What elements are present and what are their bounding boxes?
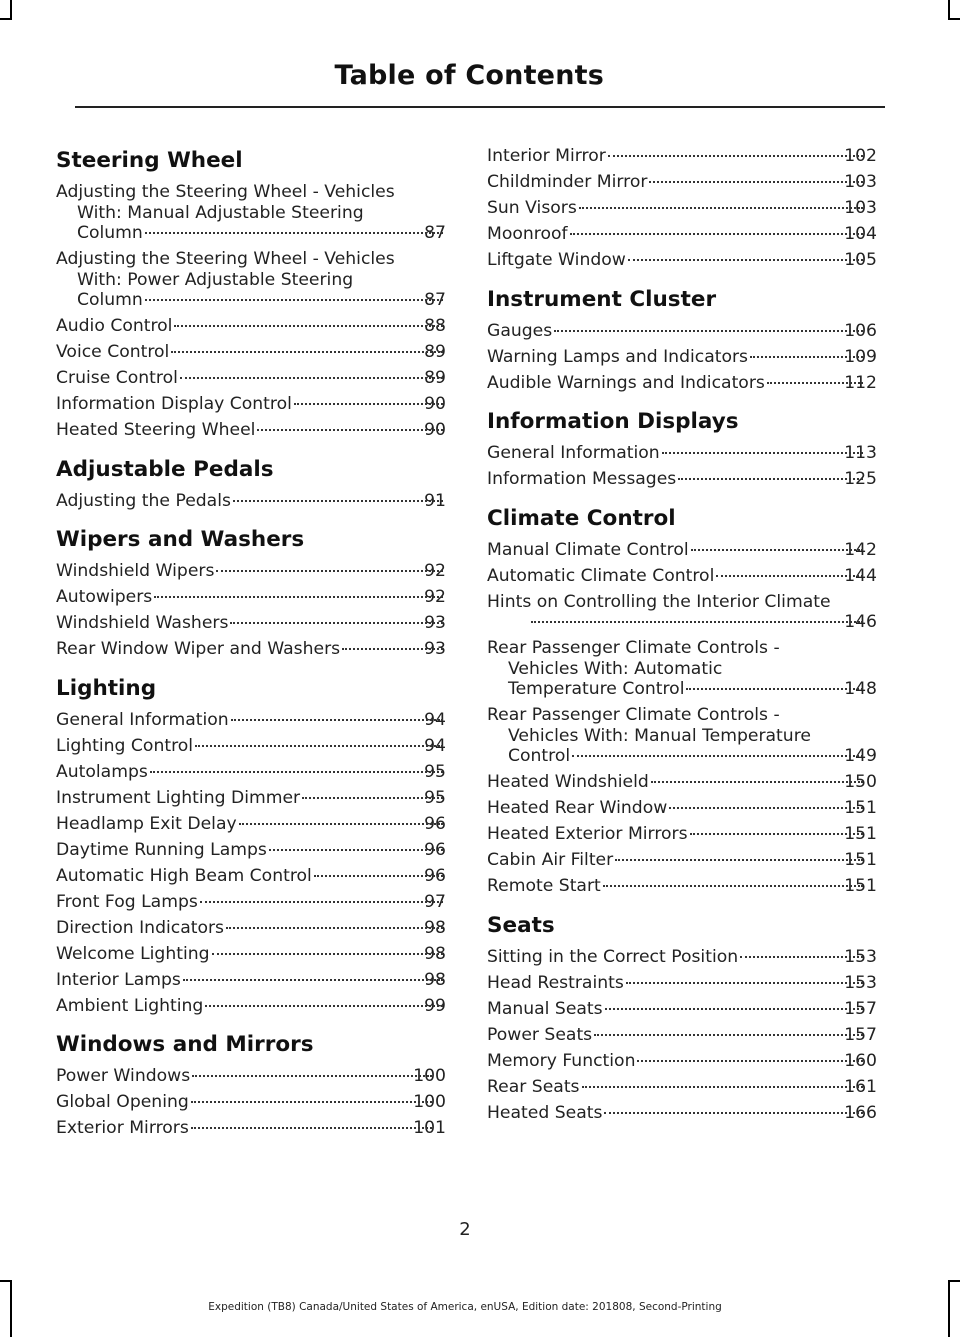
toc-entry[interactable] [487,469,877,490]
entry-page-number: 97 [424,891,446,912]
entry-title-line: Sun Visors [487,198,577,218]
entry-title-line: Moonroof [487,224,568,244]
entry-page-number: 91 [424,490,446,511]
toc-entry[interactable] [487,876,877,897]
entry-page-number: 94 [424,709,446,730]
toc-entry[interactable] [56,342,446,363]
toc-section [487,504,877,897]
entry-title-line: Vehicles With: Automatic [508,658,723,679]
entry-page-number: 125 [844,469,877,489]
toc-left-column [56,146,446,1144]
entry-page-number: 92 [424,561,446,581]
entry-page-number: 95 [424,761,446,782]
entry-title-line: Direction Indicators [56,917,225,938]
entry-title-line: Cruise Control [56,368,178,388]
dot-leader [205,1005,443,1007]
entry-page-number: 166 [844,1102,877,1123]
toc-entry[interactable] [56,249,446,311]
dot-leader [750,356,863,358]
dot-leader [605,1008,864,1010]
toc-entry[interactable] [487,224,877,245]
toc-entry[interactable] [487,146,877,167]
dot-leader [145,232,443,234]
toc-entry[interactable] [487,172,877,193]
entry-page-number: 90 [424,394,446,414]
dot-leader [615,859,863,861]
entry-title-line: Warning Lamps and Indicators [487,346,749,367]
dot-leader [678,478,863,480]
crop-mark [0,18,12,20]
dot-leader [649,181,863,183]
section-heading: Adjustable Pedals [56,456,274,482]
entry-page-number: 113 [844,443,877,463]
entry-title-line: Interior Lamps [56,969,181,990]
toc-entry[interactable] [487,705,877,767]
entry-page-number: 151 [844,850,877,870]
dot-leader [690,833,864,835]
entry-title-line: Global Opening [56,1092,189,1112]
toc-section [56,674,446,1017]
dot-leader [269,849,443,851]
dot-leader [257,429,443,431]
entry-title-line: Audio Control [56,316,173,336]
dot-leader [192,1075,432,1077]
toc-entry[interactable] [487,540,877,561]
dot-leader [174,325,443,327]
dot-leader [767,382,863,384]
toc-section [487,911,877,1124]
toc-entry[interactable] [487,198,877,219]
toc-entry[interactable] [487,798,877,819]
entry-title-line: Rear Passenger Climate Controls - [487,705,780,725]
entry-title-line: Control [508,746,571,766]
entry-title-line: Sitting in the Correct Position [487,946,739,967]
toc-entry[interactable] [56,491,446,512]
dot-leader [200,901,443,903]
entry-page-number: 96 [424,813,446,834]
entry-title-line: Manual Climate Control [487,539,689,560]
toc-section [56,455,446,512]
entry-page-number: 153 [844,946,877,967]
entry-page-number: 151 [844,824,877,844]
entry-page-number: 98 [424,969,446,990]
toc-entry[interactable] [487,566,877,587]
toc-entry[interactable] [56,587,446,608]
entry-page-number: 98 [424,943,446,964]
entry-title-line: Gauges [487,320,553,341]
entry-title-line: Heated Rear Window [487,798,668,818]
entry-page-number: 96 [424,839,446,860]
section-heading: Steering Wheel [56,148,243,173]
dot-leader [294,403,443,405]
entry-page-number: 157 [844,998,877,1019]
footer-text: Expedition (TB8) Canada/United States of America, enUSA, Edition date: 201808, Second-Printing [208,1301,722,1313]
toc-entry[interactable] [56,814,446,835]
toc-section [56,1030,446,1139]
dot-leader [212,953,444,955]
toc-entry[interactable] [56,892,446,913]
entry-page-number: 99 [424,995,446,1016]
toc-entry[interactable] [487,973,877,994]
toc-entry[interactable] [487,1077,877,1098]
toc-entry[interactable] [487,347,877,368]
toc-section [56,525,446,660]
dot-leader [191,1127,432,1129]
dot-leader [180,377,443,379]
crop-mark [948,1280,960,1282]
entry-title-line: Front Fog Lamps [56,891,198,912]
dot-leader [570,233,864,235]
toc-entry[interactable] [487,1103,877,1124]
dot-leader [226,927,443,929]
dot-leader [626,982,863,984]
entry-title-line: Power Seats [487,1024,593,1045]
entry-page-number: 88 [424,316,446,336]
entry-title-line: Rear Passenger Climate Controls - [487,638,780,658]
entry-title-line: Head Restraints [487,972,624,993]
entry-title-line: Temperature Control [508,679,685,699]
entry-title-line: With: Power Adjustable Steering [77,269,354,290]
entry-page-number: 160 [844,1050,877,1071]
toc-entry[interactable] [487,373,877,394]
dot-leader [183,979,443,981]
entry-page-number: 151 [844,876,877,896]
entry-page-number: 104 [844,224,877,244]
entry-page-number: 93 [424,613,446,633]
toc-entry[interactable] [56,970,446,991]
toc-entry[interactable] [487,592,877,633]
dot-leader [554,330,863,332]
toc-entry[interactable] [56,944,446,965]
entry-title-line: Column [77,290,143,310]
toc-entry[interactable] [487,947,877,968]
toc-entry[interactable] [487,772,877,793]
entry-title-line: Adjusting the Steering Wheel - Vehicles [56,249,395,269]
entry-title-line: Cabin Air Filter [487,850,614,870]
dot-leader [195,745,443,747]
entry-title-line: General Information [56,709,229,730]
toc-entry[interactable] [56,394,446,415]
entry-title-line: Rear Seats [487,1076,580,1097]
entry-page-number: 89 [424,368,446,388]
dot-leader [651,781,863,783]
crop-mark [948,0,950,20]
entry-title-line: Childminder Mirror [487,172,648,192]
dot-leader [579,207,863,209]
toc-entry[interactable] [56,316,446,337]
toc-entry[interactable] [56,182,446,244]
entry-title-line: Hints on Controlling the Interior Climate [487,591,831,612]
entry-title-line: Daytime Running Lamps [56,839,267,860]
entry-title-line: Manual Seats [487,998,603,1019]
dot-leader [594,1034,863,1036]
dot-leader [740,956,863,958]
entry-page-number: 87 [424,290,446,310]
entry-page-number: 148 [844,679,877,699]
section-heading: Information Displays [487,409,739,434]
entry-title-line: Heated Windshield [487,772,649,792]
toc-entry[interactable] [487,638,877,700]
dot-leader [604,1112,863,1114]
dot-leader [150,771,443,773]
entry-title-line: Audible Warnings and Indicators [487,372,765,393]
entry-title-line: Voice Control [56,342,170,362]
section-heading: Climate Control [487,505,676,531]
dot-leader [216,570,443,572]
entry-page-number: 150 [844,772,877,792]
dot-leader [608,155,863,157]
page-number: 2 [459,1219,471,1240]
header-rule [75,106,885,108]
entry-page-number: 96 [424,865,446,886]
entry-title-line: Windshield Washers [56,613,229,633]
entry-title-line: Autolamps [56,761,148,782]
entry-title-line: Heated Exterior Mirrors [487,824,688,844]
entry-title-line: Lighting Control [56,735,194,756]
toc-entry[interactable] [487,250,877,271]
entry-page-number: 87 [424,223,446,243]
entry-page-number: 106 [844,320,877,341]
toc-section [487,146,877,271]
toc-entry[interactable] [487,999,877,1020]
crop-mark [10,0,12,20]
entry-page-number: 144 [844,565,877,586]
toc-section [56,146,446,441]
toc-entry[interactable] [56,1066,446,1087]
entry-page-number: 90 [424,420,446,440]
entry-title-line: Power Windows [56,1066,191,1086]
toc-entry[interactable] [56,561,446,582]
entry-title-line: Adjusting the Steering Wheel - Vehicles [56,182,395,202]
entry-page-number: 95 [424,787,446,808]
entry-title-line: Memory Function [487,1050,636,1071]
section-heading: Wipers and Washers [56,527,305,552]
crop-mark [0,1280,12,1282]
toc-entry[interactable] [56,762,446,783]
toc-entry[interactable] [56,996,446,1017]
section-heading: Instrument Cluster [487,286,717,312]
entry-page-number: 103 [844,198,877,218]
toc-entry[interactable] [487,321,877,342]
entry-title-line: Vehicles With: Manual Temperature [508,725,811,746]
toc-entry[interactable] [56,420,446,441]
toc-entry[interactable] [56,613,446,634]
entry-title-line: Automatic High Beam Control [56,865,312,886]
entry-title-line: Column [77,223,143,243]
dot-leader [233,500,443,502]
entry-page-number: 153 [844,972,877,993]
entry-title-line: Exterior Mirrors [56,1118,189,1138]
entry-title-line: Headlamp Exit Delay [56,813,237,834]
toc-entry[interactable] [56,788,446,809]
dot-leader [603,885,863,887]
entry-title-line: With: Manual Adjustable Steering [77,202,364,223]
section-heading: Lighting [56,675,157,701]
dot-leader [154,596,443,598]
toc-section [487,285,877,394]
entry-page-number: 103 [844,172,877,192]
dot-leader [302,797,443,799]
entry-title-line: Rear Window Wiper and Washers [56,639,341,659]
toc-entry[interactable] [56,736,446,757]
entry-page-number: 112 [844,372,877,393]
dot-leader [230,622,443,624]
entry-title-line: Adjusting the Pedals [56,490,231,511]
dot-leader [582,1086,864,1088]
dot-leader [628,259,863,261]
toc-entry[interactable] [56,710,446,731]
entry-title-line: General Information [487,443,660,463]
toc-entry[interactable] [56,368,446,389]
toc-entry[interactable] [56,1092,446,1113]
dot-leader [191,1101,432,1103]
toc-entry[interactable] [56,866,446,887]
dot-leader [572,755,863,757]
dot-leader [342,648,443,650]
page-title: Table of Contents [334,60,604,91]
entry-page-number: 100 [413,1092,446,1112]
section-heading: Windows and Mirrors [56,1032,314,1057]
entry-title-line: Ambient Lighting [56,995,204,1016]
entry-title-line: Information Display Control [56,394,292,414]
dot-leader [231,719,443,721]
entry-page-number: 101 [413,1118,446,1138]
toc-entry[interactable] [56,1118,446,1139]
entry-title-line: Information Messages [487,469,677,489]
dot-leader [145,299,443,301]
dot-leader [531,621,863,623]
entry-page-number: 98 [424,917,446,938]
entry-title-line: Remote Start [487,876,601,896]
crop-mark [948,1280,950,1337]
entry-page-number: 146 [844,612,877,632]
entry-page-number: 89 [424,342,446,362]
entry-page-number: 100 [413,1066,446,1086]
toc-entry[interactable] [487,850,877,871]
dot-leader [716,575,863,577]
dot-leader [239,823,443,825]
toc-entry[interactable] [487,1051,877,1072]
toc-entry[interactable] [56,840,446,861]
dot-leader [314,875,443,877]
toc-entry[interactable] [487,824,877,845]
entry-page-number: 92 [424,587,446,607]
entry-title-line: Interior Mirror [487,146,606,166]
dot-leader [686,688,863,690]
toc-section [487,407,877,490]
entry-page-number: 149 [844,746,877,766]
section-heading: Seats [487,912,555,938]
entry-title-line: Liftgate Window [487,250,626,270]
entry-page-number: 151 [844,798,877,818]
dot-leader [669,807,863,809]
entry-page-number: 94 [424,735,446,756]
entry-title-line: Welcome Lighting [56,943,210,964]
entry-page-number: 157 [844,1024,877,1045]
entry-page-number: 161 [844,1076,877,1097]
toc-entry[interactable] [487,443,877,464]
entry-title-line: Windshield Wipers [56,561,215,581]
crop-mark [948,18,960,20]
dot-leader [691,549,864,551]
entry-title-line: Heated Steering Wheel [56,420,256,440]
toc-entry[interactable] [56,639,446,660]
entry-page-number: 105 [844,250,877,270]
entry-title-line: Autowipers [56,587,153,607]
dot-leader [662,452,863,454]
entry-page-number: 109 [844,346,877,367]
toc-entry[interactable] [56,918,446,939]
dot-leader [171,351,443,353]
entry-title-line: Instrument Lighting Dimmer [56,787,301,808]
entry-page-number: 142 [844,539,877,560]
entry-page-number: 93 [424,639,446,659]
entry-title-line: Automatic Climate Control [487,565,715,586]
dot-leader [637,1060,863,1062]
toc-entry[interactable] [487,1025,877,1046]
entry-title-line: Heated Seats [487,1102,603,1123]
entry-page-number: 102 [844,146,877,166]
toc-right-column [487,146,877,1129]
